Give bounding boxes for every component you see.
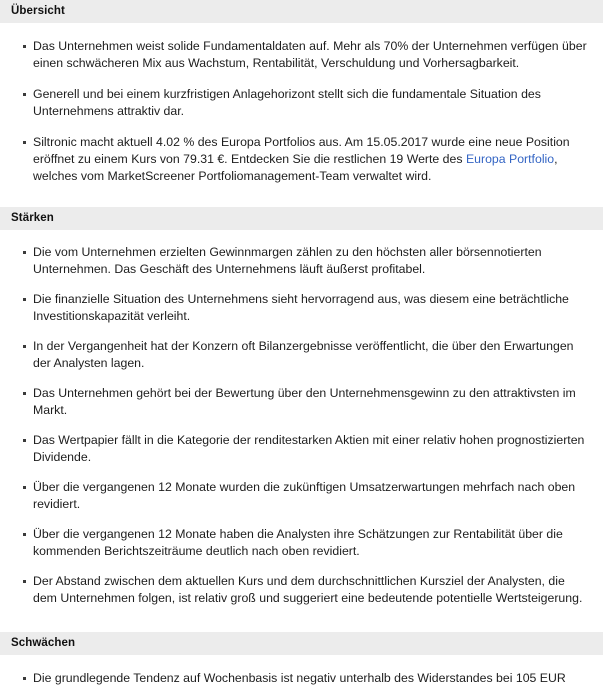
list-item — [0, 38, 603, 72]
bullet-list-uebersicht — [0, 23, 603, 185]
section-header-uebersicht — [0, 0, 603, 23]
section-header-staerken — [0, 207, 603, 230]
bullet-list-schwaechen — [0, 655, 603, 687]
bullet-text: Die vom Unternehmen erzielten Gewinnmargen zählen zu den höchsten aller börsennotierten Unternehmen. Das Geschäft des Unternehmens läuft äußerst profitabel. — [33, 245, 542, 276]
section-title-schwaechen: Schwächen — [11, 636, 76, 649]
list-item — [0, 385, 603, 419]
bullet-text-post: , welches vom MarketScreener Portfoliomanagement-Team verwaltet wird. — [33, 152, 558, 183]
list-item — [0, 338, 603, 372]
bullet-text-pre: Siltronic macht aktuell 4.02 % des Europa Portfolios aus. Am 15.05.2017 wurde eine neue Position eröffnet zu einem Kurs von 79.31 €. Entdecken Sie die restlichen 19 Werte des — [33, 135, 570, 166]
bullet-text: Das Unternehmen weist solide Fundamentaldaten auf. Mehr als 70% der Unternehmen verfügen über einen schwächeren Mix aus Wachstum, Rentabilität, Verschuldung und Vorhersagbarkeit. — [33, 39, 587, 70]
bullet-text: Generell und bei einem kurzfristigen Anlagehorizont stellt sich die fundamentale Situation des Unternehmens attraktiv dar. — [33, 87, 541, 118]
bullet-text: Das Wertpapier fällt in die Kategorie der renditestarken Aktien mit einer relativ hohen prognostizierten Dividende. — [33, 433, 585, 464]
bullet-list-staerken — [0, 230, 603, 607]
bullet-text: Das Unternehmen gehört bei der Bewertung über den Unternehmensgewinn zu den attraktivsten im Markt. — [33, 386, 576, 417]
bullet-text: Über die vergangenen 12 Monate haben die Analysten ihre Schätzungen zur Rentabilität über die kommenden Berichtszeiträume deutlich nach oben revidiert. — [33, 527, 563, 558]
section-title-uebersicht: Übersicht — [11, 4, 65, 17]
list-item — [0, 526, 603, 560]
bullet-text: Der Abstand zwischen dem aktuellen Kurs und dem durchschnittlichen Kursziel der Analysten, die dem Unternehmen folgen, ist relativ groß und suggeriert eine bedeutende potentielle Wertsteigerung. — [33, 574, 583, 605]
section-spacer — [0, 607, 603, 632]
list-item — [0, 134, 603, 185]
bullet-text: Die grundlegende Tendenz auf Wochenbasis ist negativ unterhalb des Widerstandes bei 105 EUR — [33, 671, 566, 685]
bullet-text: Die finanzielle Situation des Unternehmens sieht hervorragend aus, was diesem eine beträchtliche Investitionskapazität verleiht. — [33, 292, 569, 323]
list-item — [0, 244, 603, 278]
bullet-text: In der Vergangenheit hat der Konzern oft Bilanzergebnisse veröffentlicht, die über den Erwartungen der Analysten lagen. — [33, 339, 574, 370]
list-item — [0, 432, 603, 466]
bullet-text: Über die vergangenen 12 Monate wurden die zukünftigen Umsatzerwartungen mehrfach nach oben revidiert. — [33, 480, 576, 511]
section-title-staerken: Stärken — [11, 211, 54, 224]
section-header-schwaechen — [0, 632, 603, 655]
section-spacer — [0, 185, 603, 207]
list-item — [0, 291, 603, 325]
list-item — [0, 86, 603, 120]
list-item — [0, 670, 603, 687]
europa-portfolio-link[interactable]: Europa Portfolio — [465, 152, 555, 166]
list-item — [0, 573, 603, 607]
list-item — [0, 479, 603, 513]
